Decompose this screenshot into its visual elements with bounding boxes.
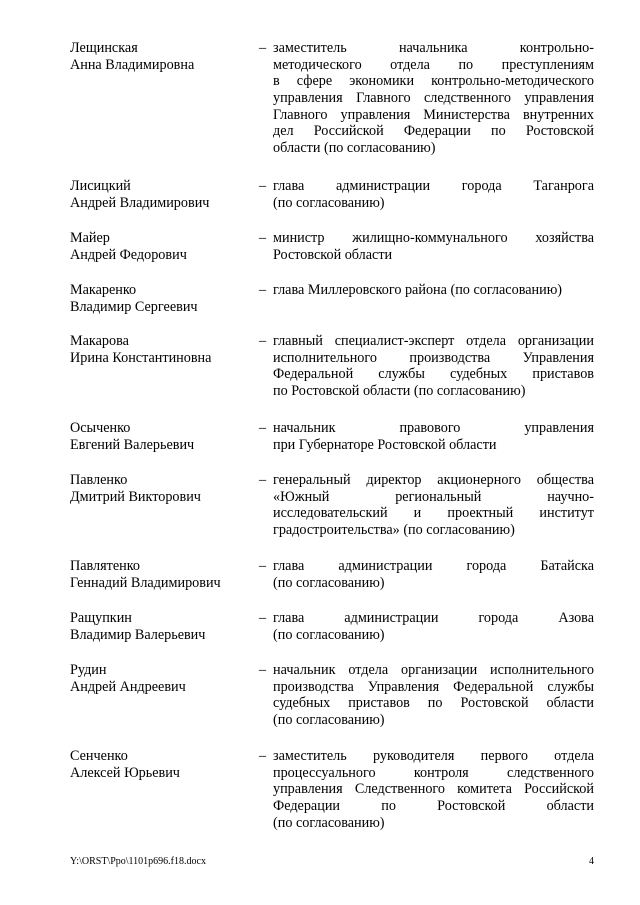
member-name <box>70 40 250 73</box>
member-given-names: Владимир Валерьевич <box>70 626 206 643</box>
position-line: заместитель руководителя первого отдела <box>273 748 594 764</box>
member-position <box>273 558 594 591</box>
member-name <box>70 558 250 591</box>
member-given-names: Алексей Юрьевич <box>70 764 180 781</box>
member-surname: Осыченко <box>70 420 131 436</box>
member-name <box>70 472 250 505</box>
member-name <box>70 178 250 211</box>
separator-dash: – <box>259 610 267 626</box>
position-line: управления Главного следственного управления <box>273 90 594 107</box>
member-position <box>273 472 594 539</box>
position-line: глава администрации города Азова <box>273 610 594 626</box>
position-line: градостроительства» (по согласованию) <box>273 522 515 539</box>
position-line: начальник правового управления <box>273 420 594 436</box>
member-given-names: Андрей Андреевич <box>70 678 186 695</box>
member-surname: Павлятенко <box>70 558 141 574</box>
member-position <box>273 333 594 400</box>
position-line: при Губернаторе Ростовской области <box>273 436 497 453</box>
position-line: «Южный региональный научно- <box>273 488 594 505</box>
footer-file-path: Y:\ORST\Ppo\1101p696.f18.docx <box>70 856 206 867</box>
member-position <box>273 662 594 729</box>
member-position <box>273 610 594 643</box>
member-given-names: Анна Владимировна <box>70 56 195 73</box>
separator-dash: – <box>259 472 267 488</box>
member-name <box>70 610 250 643</box>
member-name <box>70 662 250 695</box>
member-surname: Лещинская <box>70 40 138 56</box>
position-line: (по согласованию) <box>273 712 385 729</box>
separator-dash: – <box>259 558 267 574</box>
member-name <box>70 230 250 263</box>
page-number: 4 <box>589 856 594 867</box>
position-line: производства Управления Федеральной службы <box>273 678 594 695</box>
position-line: генеральный директор акционерного общества <box>273 472 594 488</box>
member-given-names: Андрей Федорович <box>70 246 187 263</box>
position-line: исследовательский и проектный институт <box>273 505 594 522</box>
separator-dash: – <box>259 333 267 349</box>
position-line: начальник отдела организации исполнительного <box>273 662 594 678</box>
separator-dash: – <box>259 40 267 56</box>
position-line: глава администрации города Таганрога <box>273 178 594 194</box>
position-line: (по согласованию) <box>273 194 385 211</box>
position-line: главный специалист-эксперт отдела организации <box>273 333 594 349</box>
position-line: глава администрации города Батайска <box>273 558 594 574</box>
position-line: Ростовской области <box>273 246 393 263</box>
member-position <box>273 230 594 263</box>
member-given-names: Евгений Валерьевич <box>70 436 195 453</box>
member-position <box>273 40 594 157</box>
member-given-names: Ирина Константиновна <box>70 349 212 366</box>
position-line: области (по согласованию) <box>273 140 436 157</box>
position-line: (по согласованию) <box>273 574 385 591</box>
position-line: в сфере экономики контрольно-методического <box>273 73 594 90</box>
member-position <box>273 748 594 831</box>
position-line: (по согласованию) <box>273 626 385 643</box>
position-line: управления Следственного комитета Российской <box>273 781 594 798</box>
member-given-names: Геннадий Владимирович <box>70 574 221 591</box>
separator-dash: – <box>259 662 267 678</box>
member-surname: Ращупкин <box>70 610 132 626</box>
member-surname: Сенченко <box>70 748 128 764</box>
member-position <box>273 420 594 453</box>
member-surname: Макаренко <box>70 282 137 298</box>
position-line: по Ростовской области (по согласованию) <box>273 383 526 400</box>
member-surname: Макарова <box>70 333 129 349</box>
position-line: Федеральной службы судебных приставов <box>273 366 594 383</box>
position-line: заместитель начальника контрольно- <box>273 40 594 56</box>
member-name <box>70 420 250 453</box>
separator-dash: – <box>259 282 267 298</box>
member-given-names: Дмитрий Викторович <box>70 488 201 505</box>
position-line: Главного управления Министерства внутренних <box>273 106 594 123</box>
position-line: (по согласованию) <box>273 814 385 831</box>
member-position <box>273 282 594 299</box>
member-position <box>273 178 594 211</box>
member-surname: Рудин <box>70 662 107 678</box>
separator-dash: – <box>259 420 267 436</box>
member-surname: Павленко <box>70 472 128 488</box>
separator-dash: – <box>259 230 267 246</box>
position-line: глава Миллеровского района (по согласованию) <box>273 282 563 298</box>
position-line: дел Российской Федерации по Ростовской <box>273 123 594 140</box>
position-line: процессуального контроля следственного <box>273 764 594 781</box>
separator-dash: – <box>259 748 267 764</box>
position-line: министр жилищно-коммунального хозяйства <box>273 230 594 246</box>
position-line: судебных приставов по Ростовской области <box>273 695 594 712</box>
member-name <box>70 748 250 781</box>
member-name <box>70 333 250 366</box>
position-line: Федерации по Ростовской области <box>273 798 594 815</box>
member-given-names: Владимир Сергеевич <box>70 298 198 315</box>
member-name <box>70 282 250 315</box>
member-surname: Майер <box>70 230 110 246</box>
separator-dash: – <box>259 178 267 194</box>
member-given-names: Андрей Владимирович <box>70 194 210 211</box>
position-line: методического отдела по преступлениям <box>273 56 594 73</box>
position-line: исполнительного производства Управления <box>273 349 594 366</box>
member-surname: Лисицкий <box>70 178 131 194</box>
